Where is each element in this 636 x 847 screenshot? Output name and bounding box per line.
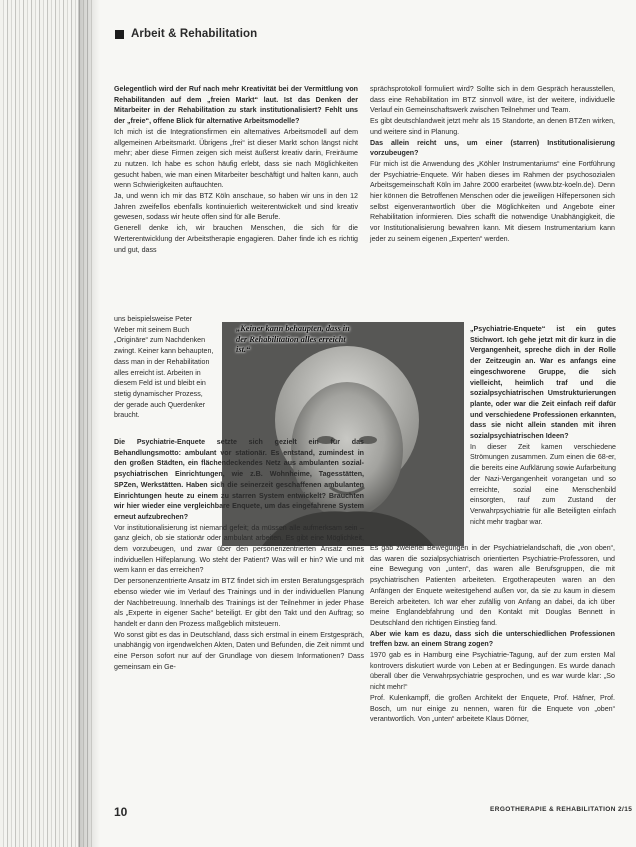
left-narrow-text: uns beispielsweise Peter Weber mit seinem Buch „Originäre“ zum Nachdenken zwingt. Keiner kann behaupten, dass man in der Rehabilitation alles erreicht ist. Arbeiten in diesem Feld ist und bleibt ein stetig dynamischer Prozess, der gerade auch Querdenker braucht. — [114, 315, 214, 420]
answer-paragraph: Ich mich ist die Integrationsfirmen ein alternatives Arbeitsmodell auf dem allgemeinen Arbeitsmarkt. Übrigens „frei“ ist dieser Markt schon längst nicht mehr; aber diese Firmen zeigen sich meist äußerst kreativ darin, Freiräume zu nutzen. Ich habe es schon häufig erlebt, dass sie nach Möglichkeiten gesucht haben, wie man einen Mitarbeiter beschäftigt und halten kann, auch wenn Schwierigkeiten auftauchten. — [114, 127, 358, 190]
left-column-lower — [114, 437, 364, 672]
answer-paragraph: Vor institutionalisierung ist niemand gefeit; da müssen alle aufmerksam sein – ganz gleich, ob sie stationär oder ambulant arbeiten. Es gibt eine Möglichkeit, dem vorzubeugen, und zwar über den personenzentrierten Ansatz eines individuellen Hilfeplanung. Wo steht der Patient? Was will er hin? Wie und mit wem kann er das erreichen? — [114, 523, 364, 575]
right-narrow-text — [470, 324, 616, 527]
answer-paragraph: Generell denke ich, wir brauchen Menschen, die sich für die Werterentwicklung der Arbeitstherapie engagieren. Daher finde ich es richtig und gut, dass — [114, 224, 358, 254]
answer-paragraph: Es gab zweierlei Bewegungen in der Psychiatrielandschaft, die „von oben“, das waren die sozialpsychiatrisch orientierten Psychiatrie-Professoren, und eine Bewegung von „unten“, das waren alle Berufsgruppen, die mit psychiatrischen Patienten arbeiteten. Ergotherapeuten waren an den Anfängen der Enquete weitestgehend außen vor, da sie zu kaum in diesem Bereich arbeiteten. Ich war eher zufällig von Anfang an dabei, da ich über meine Englandebfahrung und den Kontakt mit Douglas Bennett in Deutschland den richtigen Einstieg fand. — [370, 544, 615, 627]
right-column — [370, 84, 615, 245]
answer-paragraph: 1970 gab es in Hamburg eine Psychiatrie-Tagung, auf der zum ersten Mal kontrovers diskutiert wurde von Leben at er Bedingungen. Es wurde danach überall über die Verwahrpsychiatrie gesprochen, und es war wurde klar: „So nicht mehr!“ — [370, 651, 615, 692]
binding-shadow — [78, 0, 100, 847]
answer-paragraph: sprächsprotokoll formuliert wird? Sollte sich in dem Gespräch herausstellen, dass eine Rehabilitation im BTZ sinnvoll wäre, ist der weitere, individuelle Verlauf ein Gemeinschaftswerk zwischen Teilnehmer und Team. — [370, 85, 615, 115]
question-paragraph: „Psychiatrie-Enquete“ ist ein gutes Stichwort. Ich gehe jetzt mit dir kurz in die Vergangenheit, spreche dich in der Rolle der Zeitzeugin an. War es anfangs eine eingeschworene Gruppe, die sich vielleicht, heimlich traf und die sozialpsychiatrischen Umstrukturierungen plante, oder war die Zeit einfach reif dafür und verschiedene Professionen erkannten, dass sie nicht allein standen mit ihren sozialpsychiatrischen Ideen? — [470, 325, 616, 441]
section-header — [115, 28, 257, 40]
black-square-icon — [115, 30, 124, 39]
answer-paragraph: Prof. Kulenkampff, die großen Architekt der Enquete, Prof. Häfner, Prof. Bosch, um nur einige zu nennen, waren für die Enquete von „oben“ verantwortlich. Von „unten“ arbeitete Klaus Dörner, — [370, 693, 615, 724]
left-column — [114, 84, 358, 255]
answer-paragraph: In dieser Zeit kamen verschiedene Strömungen zusammen. Zum einen die 68-er, die bereits eine Aufklärung sowie Aufarbeitung der Nazi-Vergangenheit vorangetan und so erreichte, sozial eine Menschenbild einsorgten, rauf zum Zustand der Verwahrpsychiatrie für alle Beteiligten einfach nicht mehr tragbar war. — [470, 442, 616, 526]
section-title: Arbeit & Rehabilitation — [131, 28, 258, 40]
question-paragraph: Gelegentlich wird der Ruf nach mehr Kreativität bei der Vermittlung von Rehabilitanden auf dem „freien Markt“ laut. Ist das Denken der Mitarbeiter in der Rehabilitation zu stark institutionalisiert? Fehlt uns der „freie“, offene Blick für alternative Arbeitsmodelle? — [114, 85, 358, 126]
publication-footer: ERGOTHERAPIE & REHABILITATION 2/15 — [490, 806, 633, 813]
question-paragraph: Das allein reicht uns, um einer (starren) Institutionalisierung vorzubeugen? — [370, 138, 615, 158]
answer-paragraph: Für mich ist die Anwendung des „Köhler Instrumentariums“ eine Fortführung der Psychiatrie-Enquete. Wir haben dieses im Rahmen der psychosozialen Arbeitsgemeinschaft Köln im Jahre 2000 erarbeitet (www.btz-koeln.de). Denn hier können die Betroffenen Menschen oder die jeweiligen Hilfepersonen sich selbst eigenverantwortlich über die Möglichkeiten und Angebote einer Rehabilitation informieren. Dies schafft die notwendige Unabhängigkeit, die vor Institutionalisierung bewahren kann. Mit diesem Instrumentarium kann jeder zu seinem eigenen „Experten“ werden. — [370, 159, 615, 243]
right-column-lower — [370, 543, 615, 725]
question-paragraph: Aber wie kam es dazu, dass sich die unterschiedlichen Professionen treffen bzw. an einem Strang zogen? — [370, 629, 615, 649]
answer-paragraph: Ja, und wenn ich mir das BTZ Köln anschaue, so haben wir uns in den 12 Jahren zweifellos ebenfalls kontinuierlich weiterentwickelt und sind kreativ gewesen, sodass wir heute offen sind für alle Berufe. — [114, 192, 358, 222]
answer-paragraph: Wo sonst gibt es das in Deutschland, dass sich erstmal in einem Erstgespräch, unabhängig von irgendwelchen Akten, Daten und Befunden, die Zeit nimmt und eine Person sofort nur auf der Grundlage von diesem Informationen? Dass gemeinsam ein Ge- — [114, 630, 364, 671]
pull-quote: „Keiner kann behaupten, dass in der Rehabilitation alles erreicht ist.“ — [236, 324, 350, 354]
answer-paragraph: Es gibt deutschlandweit jetzt mehr als 15 Standorte, an denen BTZen wirken, und weitere sind in Planung. — [370, 117, 615, 136]
answer-paragraph: Der personenzentrierte Ansatz im BTZ findet sich im ersten Beratungsgespräch ebenso wieder wie im Verlauf des Trainings und in der individuellen Planung der Nachbetreuung. Innerhalb des Trainings ist der Teilnehmer in jeder Phase als „Experte in eigener Sache“ beteiligt. Er gibt den Takt und den Auftrag; so handelt er dann den Prozess maßgeblich mitsteuern. — [114, 577, 364, 628]
question-paragraph: Die Psychiatrie-Enquete setzte sich gezielt ein für das Behandlungsmotto: ambulant vor stationär. Es entstand, zumindest in den großen Städten, ein flächendeckendes Netz aus ambulanten sozial-psychiatrischen Einrichtungen, wie z.B. Wohnheime, Tagesstätten, SPZen, Werkstätten. Haben sich die seinerzeit geschaffenen ambulanten Einrichtungen heute zu einem zu starren System entwickelt? Brauchten wir hier wieder eine vergleichbare Enquete, um das eingefahrene System erneut aufzubrechen? — [114, 438, 364, 521]
page-number: 10 — [114, 805, 128, 819]
